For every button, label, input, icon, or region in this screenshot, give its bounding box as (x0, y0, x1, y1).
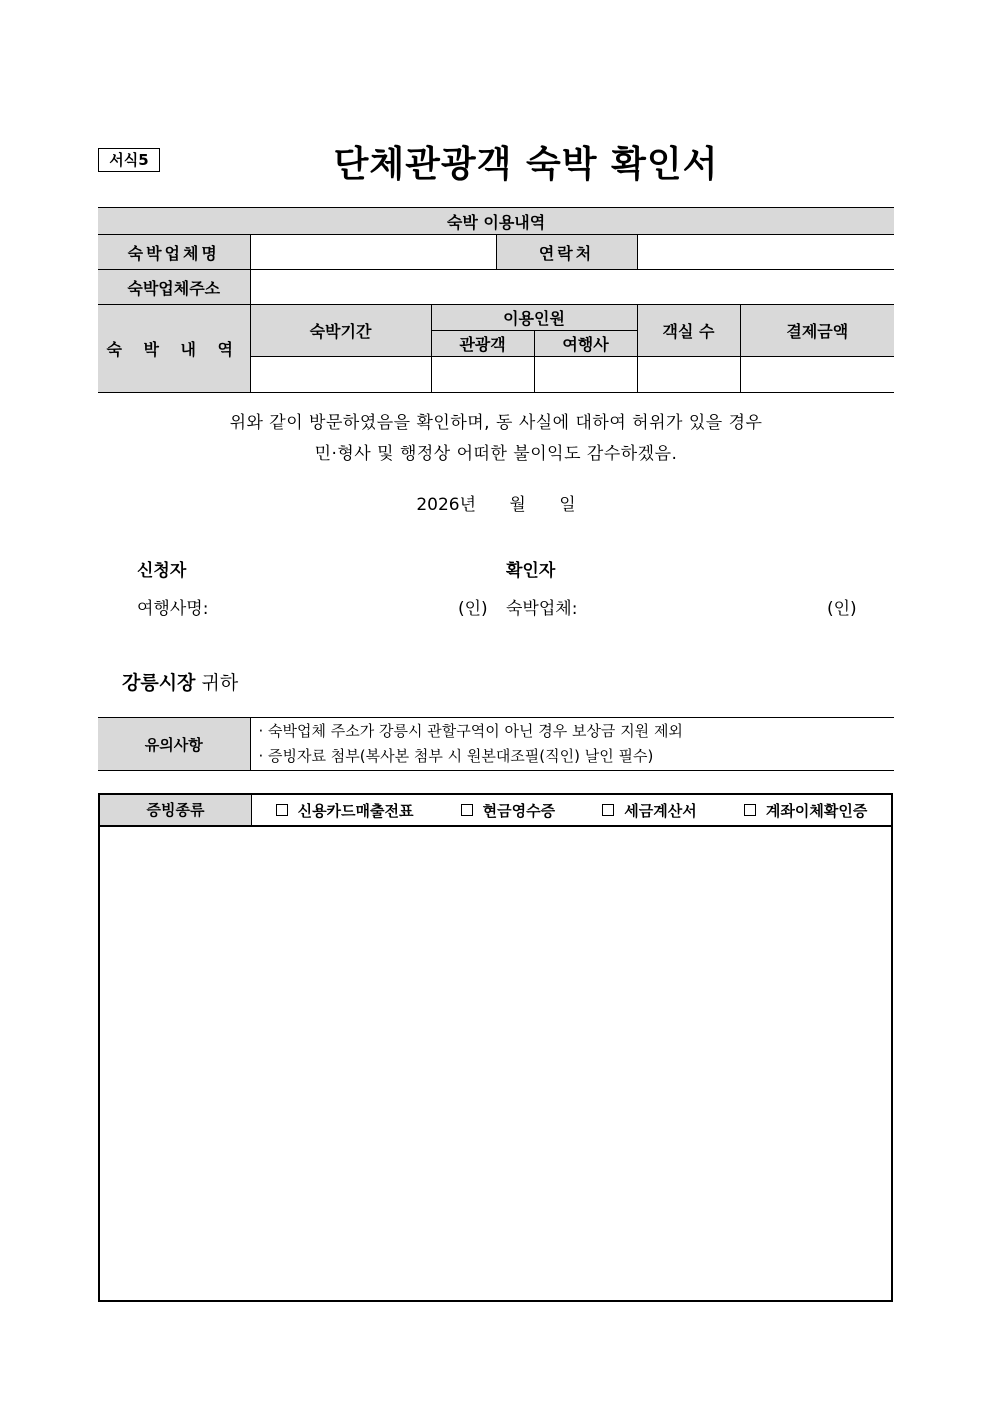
evidence-box (98, 793, 893, 1302)
applicant-seal: (인) (458, 599, 488, 619)
applicant-label: 여행사명: (137, 599, 209, 619)
evidence-options (252, 795, 891, 825)
people-label: 이용인원 (431, 305, 637, 331)
contact-label: 연락처 (496, 235, 637, 270)
evidence-option-label: 신용카드매출전표 (297, 801, 414, 820)
evidence-label: 증빙종류 (100, 795, 252, 825)
confirmer-heading: 확인자 (506, 561, 556, 581)
contact-field[interactable] (637, 235, 894, 270)
addressee-suffix: 귀하 (201, 672, 239, 694)
applicant-heading: 신청자 (137, 561, 187, 581)
period-field[interactable] (250, 357, 431, 393)
notes-label: 유의사항 (98, 718, 250, 771)
period-label: 숙박기간 (250, 305, 431, 357)
date-line (98, 490, 894, 515)
rooms-label: 객실 수 (637, 305, 740, 357)
evidence-option-card[interactable] (276, 800, 414, 821)
payment-field[interactable] (740, 357, 894, 393)
evidence-option-label: 현금영수증 (482, 801, 556, 820)
details-label: 숙 박 내 역 (98, 305, 250, 393)
usage-table-header: 숙박 이용내역 (98, 208, 894, 235)
date-year: 2026년 (416, 495, 476, 515)
note-item: · 숙박업체 주소가 강릉시 관할구역이 아닌 경우 보상금 지원 제외 (258, 722, 683, 740)
evidence-attachment-area[interactable] (100, 827, 891, 1300)
form-number-badge: 서식5 (98, 148, 160, 172)
statement (98, 408, 894, 470)
payment-label: 결제금액 (740, 305, 894, 357)
checkbox-icon[interactable] (744, 804, 756, 816)
evidence-option-label: 계좌이체확인증 (765, 801, 868, 820)
agency-label: 여행사 (534, 331, 637, 357)
evidence-header (100, 795, 891, 827)
confirmer-label: 숙박업체: (506, 599, 578, 619)
business-name-field[interactable] (250, 235, 496, 270)
evidence-option-transfer[interactable] (744, 800, 867, 821)
agency-field[interactable] (534, 357, 637, 393)
notes-content (250, 718, 894, 771)
statement-line: 민·형사 및 행정상 어떠한 불이익도 감수하겠음. (314, 444, 678, 464)
addressee (122, 668, 238, 695)
checkbox-icon[interactable] (276, 804, 288, 816)
address-field[interactable] (250, 270, 894, 305)
tourists-field[interactable] (431, 357, 534, 393)
document-title: 단체관광객 숙박 확인서 (333, 144, 719, 185)
checkbox-icon[interactable] (602, 804, 614, 816)
date-day: 일 (559, 495, 576, 515)
tourists-label: 관광객 (431, 331, 534, 357)
confirmer-seal: (인) (827, 599, 857, 619)
statement-line: 위와 같이 방문하였음을 확인하며, 동 사실에 대하여 허위가 있을 경우 (229, 413, 763, 433)
addressee-name: 강릉시장 (122, 672, 196, 694)
evidence-option-cash-receipt[interactable] (461, 800, 555, 821)
notes-table (98, 717, 894, 771)
address-label: 숙박업체주소 (98, 270, 250, 305)
date-month: 월 (509, 495, 526, 515)
business-name-label: 숙박업체명 (98, 235, 250, 270)
note-item: · 증빙자료 첨부(복사본 첨부 시 원본대조필(직인) 날인 필수) (258, 747, 654, 765)
evidence-option-tax-invoice[interactable] (602, 800, 696, 821)
checkbox-icon[interactable] (461, 804, 473, 816)
rooms-field[interactable] (637, 357, 740, 393)
usage-details-table (98, 207, 894, 393)
evidence-option-label: 세금계산서 (624, 801, 697, 820)
